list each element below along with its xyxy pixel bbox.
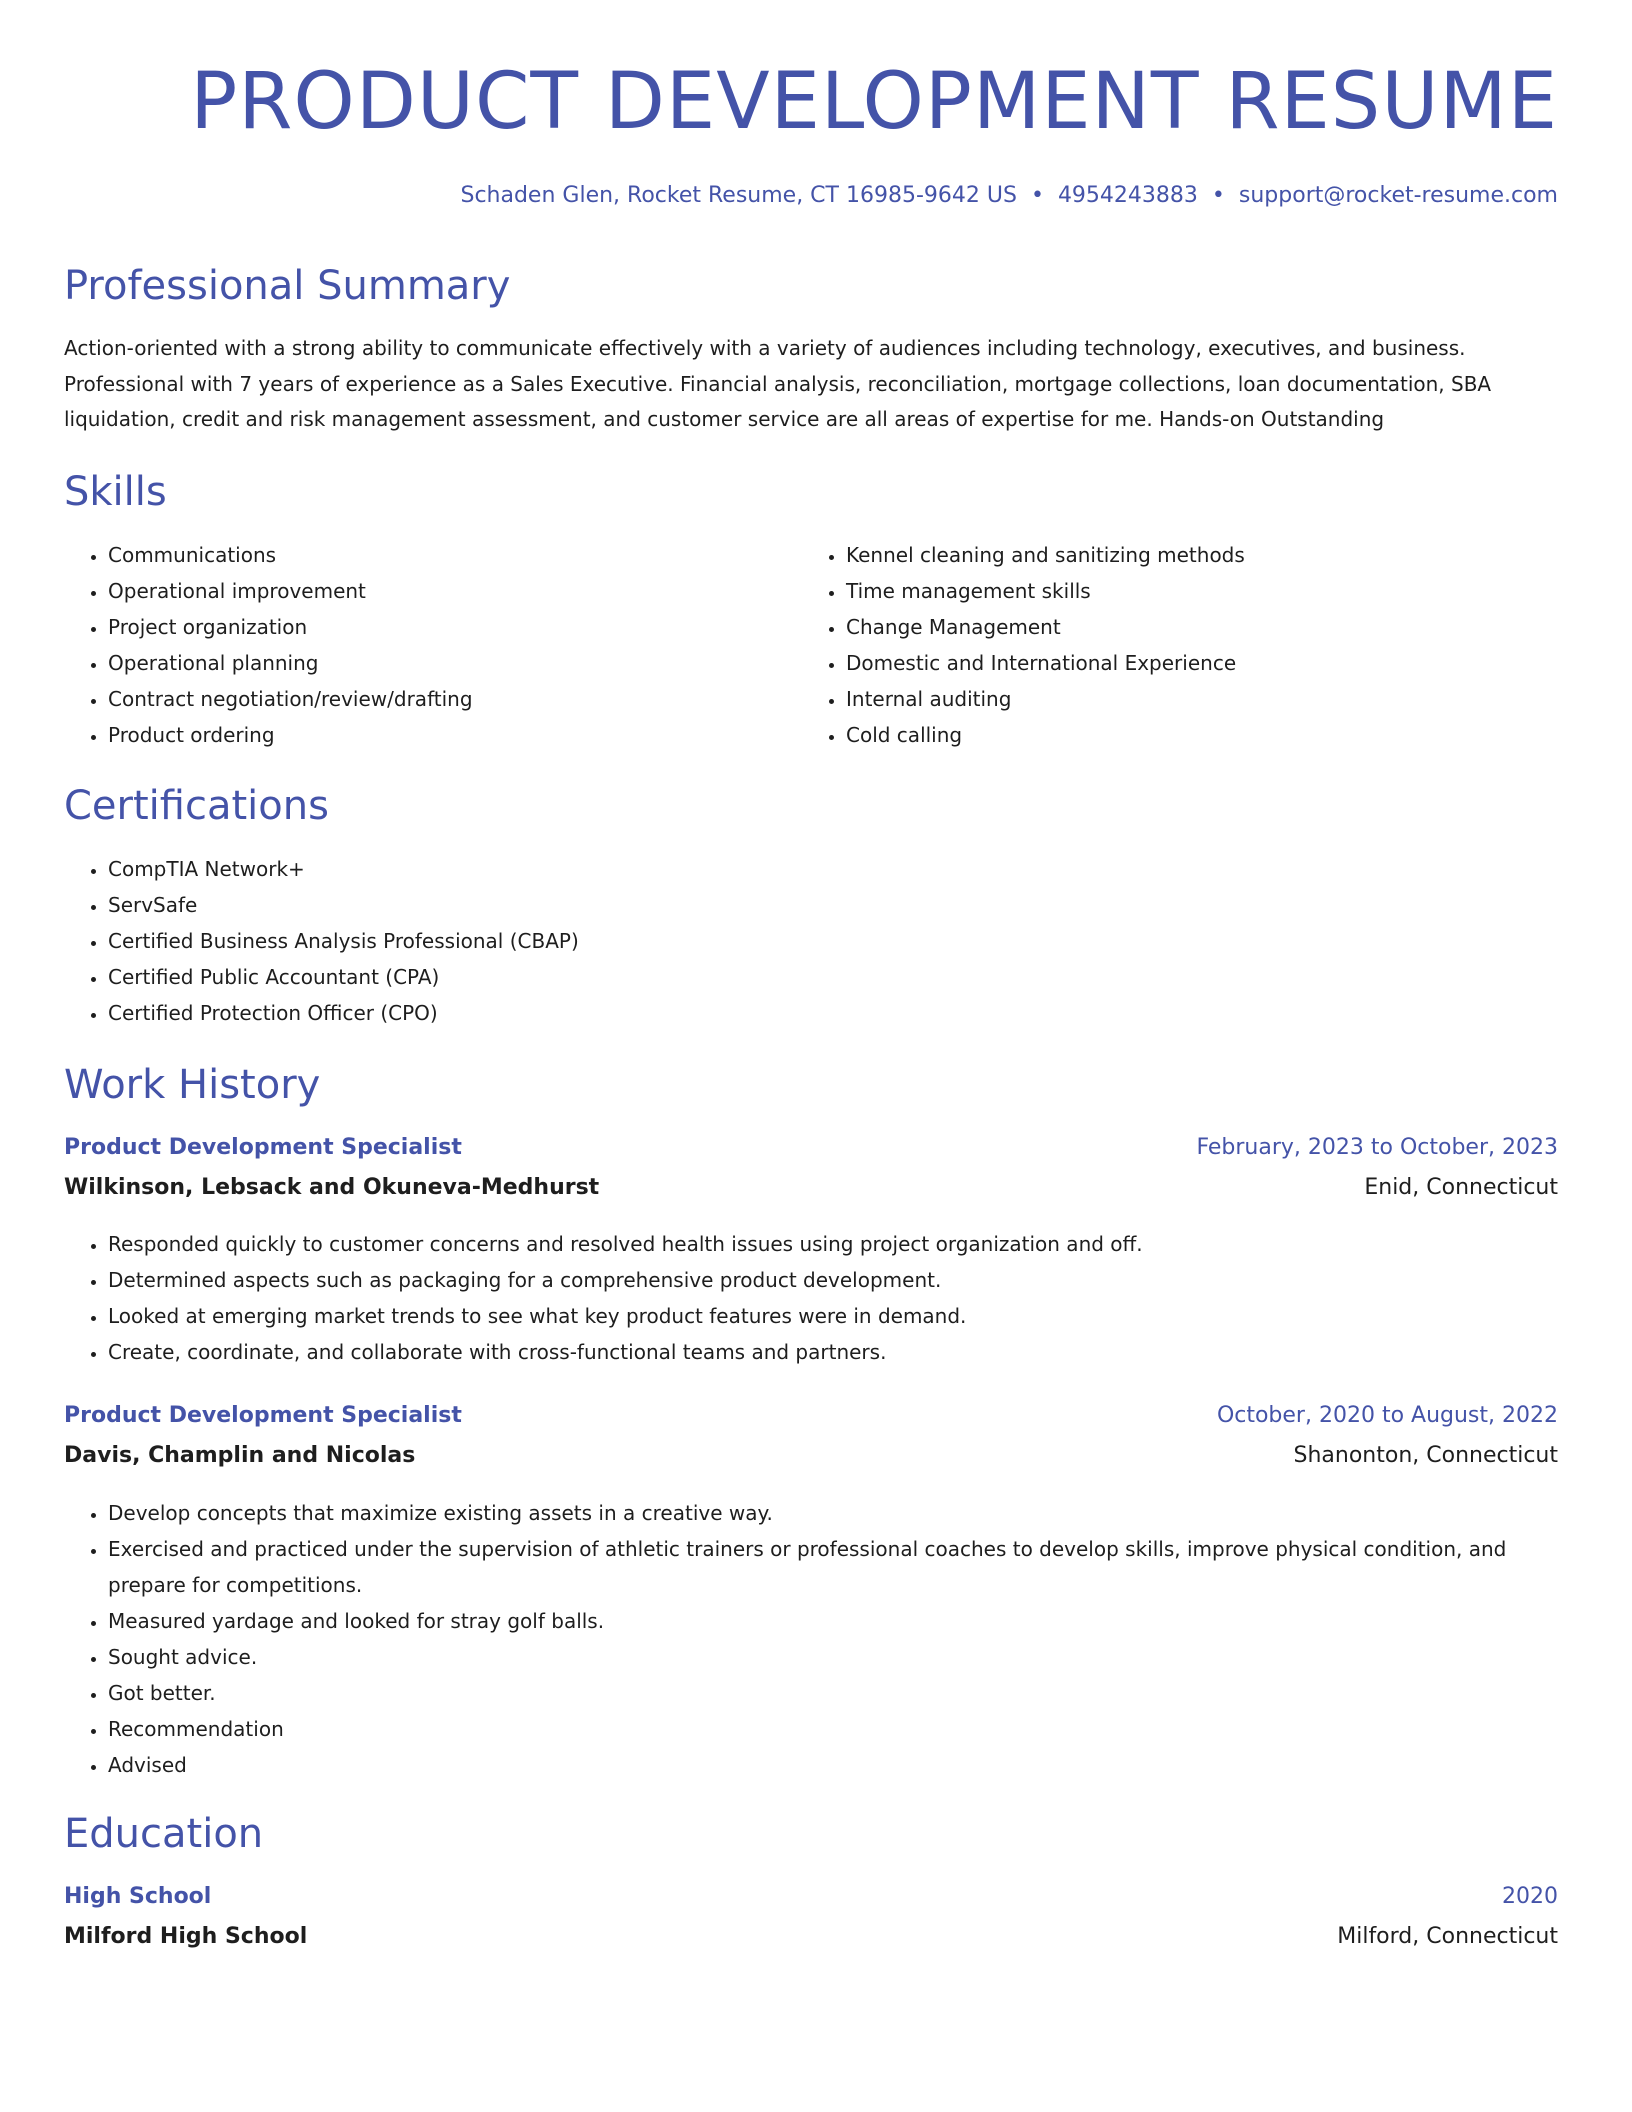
skill-item: • Internal auditing [846,681,1546,717]
certification-item: • Certified Business Analysis Professional (CBAP) [108,923,1108,959]
skill-item: • Domestic and International Experience [846,645,1546,681]
contact-separator: • [1211,183,1225,208]
education-school: Milford High School [64,1924,308,1949]
skill-item: • Change Management [846,609,1546,645]
education-heading: Education [64,1811,264,1857]
certification-item: • ServSafe [108,887,1108,923]
job-company: Wilkinson, Lebsack and Okuneva-Medhurst [64,1175,600,1200]
certification-item: • Certified Protection Officer (CPO) [108,995,1108,1031]
skill-item: • Project organization [108,609,808,645]
job-location: Shanonton, Connecticut [1293,1443,1558,1468]
education-school-row [64,1921,1558,1953]
education-location: Milford, Connecticut [1337,1924,1558,1949]
job-bullet: • Looked at emerging market trends to see what key product features were in demand. [108,1298,1602,1334]
resume-title: PRODUCT DEVELOPMENT RESUME [190,57,1558,147]
job-bullet: • Measured yardage and looked for stray golf balls. [108,1603,1602,1639]
certifications-list [64,851,1108,1031]
job-1-header [64,1132,1558,1164]
job-bullet: • Sought advice. [108,1639,1602,1675]
skills-list-left [64,537,808,753]
skill-item: • Operational improvement [108,573,808,609]
job-bullet: • Determined aspects such as packaging for a comprehensive product development. [108,1262,1602,1298]
skill-item: • Contract negotiation/review/drafting [108,681,808,717]
job-1-company-row [64,1172,1558,1204]
job-bullet: • Got better. [108,1675,1602,1711]
contact-address: Schaden Glen, Rocket Resume, CT 16985-9642 US [460,183,1017,208]
job-bullet: • Responded quickly to customer concerns and resolved health issues using project organization and off. [108,1226,1602,1262]
skills-heading: Skills [64,469,167,515]
job-2-bullets [64,1495,1602,1783]
resume-page [64,0,1558,2112]
skills-list-right [802,537,1546,753]
contact-email[interactable]: support@rocket-resume.com [1238,183,1558,208]
summary-heading: Professional Summary [64,263,511,309]
work-history-heading: Work History [64,1062,321,1108]
summary-text: Action-oriented with a strong ability to communicate effectively with a variety of audiences including technology, executives, and business. Professional with 7 years of experience as a Sales Executive. Financial analysis, reconciliation, mortgage collections, loan documentation, SBA liquidation, credit and risk management assessment, and customer service are all areas of expertise for me. Hands-on Outstanding [64,336,1492,431]
job-1-bullets [64,1226,1602,1370]
education-header [64,1881,1558,1913]
skill-item: • Product ordering [108,717,808,753]
job-2-company-row [64,1440,1558,1472]
job-title: Product Development Specialist [64,1403,462,1428]
job-bullet: • Advised [108,1747,1602,1783]
job-bullet: • Develop concepts that maximize existing assets in a creative way. [108,1495,1602,1531]
job-location: Enid, Connecticut [1364,1175,1558,1200]
education-degree: High School [64,1884,212,1909]
skill-item: • Kennel cleaning and sanitizing methods [846,537,1546,573]
certifications-heading: Certifications [64,783,329,829]
certification-item: • CompTIA Network+ [108,851,1108,887]
job-bullet: • Exercised and practiced under the supervision of athletic trainers or professional coaches to develop skills, improve physical condition, and prepare for competitions. [108,1531,1602,1603]
skill-item: • Cold calling [846,717,1546,753]
contact-separator: • [1030,183,1044,208]
skill-item: • Time management skills [846,573,1546,609]
job-title: Product Development Specialist [64,1135,462,1160]
skill-item: • Communications [108,537,808,573]
certification-item: • Certified Public Accountant (CPA) [108,959,1108,995]
job-dates: February, 2023 to October, 2023 [1196,1135,1558,1160]
job-company: Davis, Champlin and Nicolas [64,1443,416,1468]
contact-phone: 4954243883 [1057,183,1198,208]
job-dates: October, 2020 to August, 2022 [1216,1403,1558,1428]
job-2-header [64,1400,1558,1432]
skill-item: • Operational planning [108,645,808,681]
education-year: 2020 [1502,1884,1558,1909]
contact-line [460,180,1558,212]
job-bullet: • Create, coordinate, and collaborate with cross-functional teams and partners. [108,1334,1602,1370]
job-bullet: • Recommendation [108,1711,1602,1747]
